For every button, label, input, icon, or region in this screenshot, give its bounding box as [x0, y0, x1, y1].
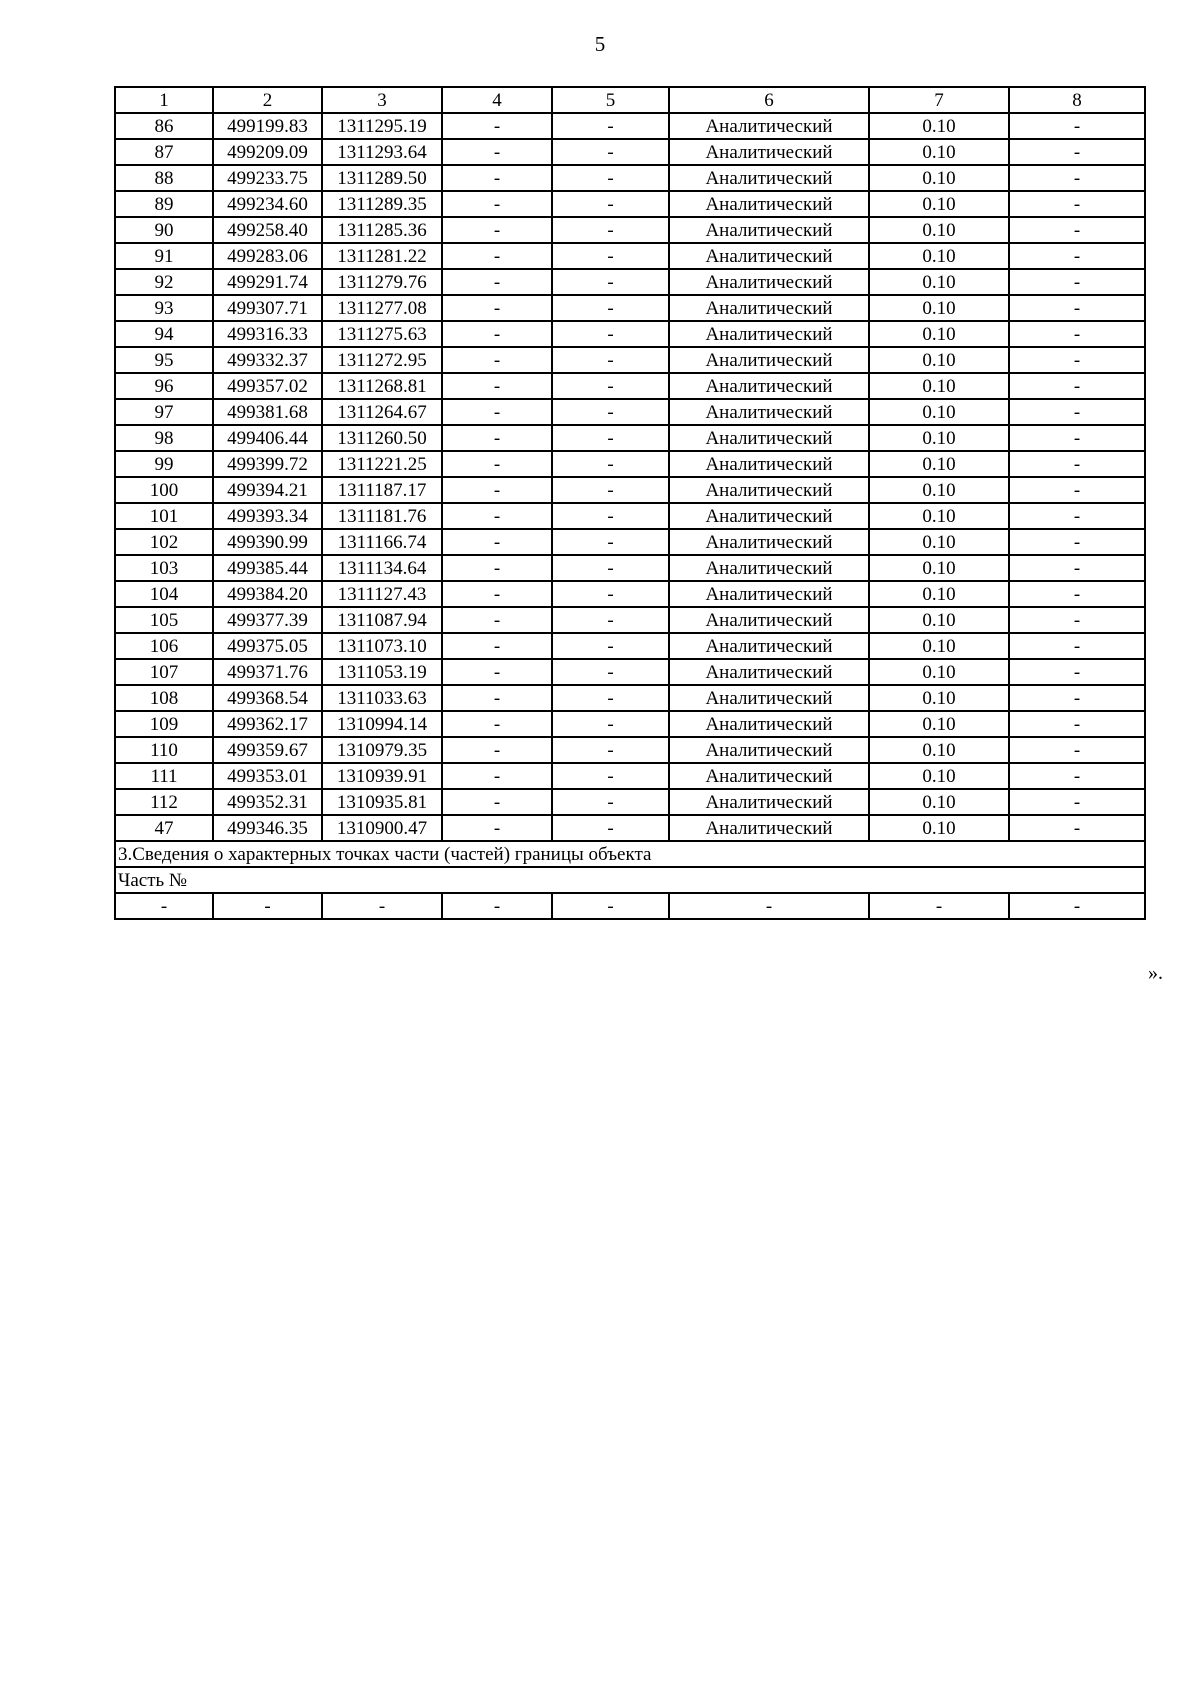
table-cell: 499371.76: [213, 659, 322, 685]
table-cell: 109: [115, 711, 213, 737]
table-cell: -: [115, 893, 213, 919]
table-cell: -: [1009, 269, 1145, 295]
table-cell: 86: [115, 113, 213, 139]
table-cell: 499209.09: [213, 139, 322, 165]
table-cell: 1311260.50: [322, 425, 442, 451]
table-cell: 0.10: [869, 815, 1009, 841]
table-cell: -: [1009, 243, 1145, 269]
table-cell: 101: [115, 503, 213, 529]
table-cell: -: [1009, 737, 1145, 763]
table-cell: 103: [115, 555, 213, 581]
table-cell: -: [552, 685, 669, 711]
table-cell: -: [442, 529, 552, 555]
table-cell: 0.10: [869, 633, 1009, 659]
table-cell: Аналитический: [669, 711, 869, 737]
table-cell: Аналитический: [669, 399, 869, 425]
table-cell: -: [442, 425, 552, 451]
table-cell: -: [1009, 607, 1145, 633]
table-cell: -: [552, 217, 669, 243]
table-cell: 499258.40: [213, 217, 322, 243]
table-cell: -: [442, 477, 552, 503]
table-cell: -: [552, 113, 669, 139]
closing-quote: ».: [1148, 962, 1163, 984]
table-row: [115, 737, 1145, 763]
table-cell: 0.10: [869, 139, 1009, 165]
table-row: [115, 711, 1145, 737]
table-cell: -: [1009, 529, 1145, 555]
table-cell: -: [1009, 347, 1145, 373]
table-cell: 1311279.76: [322, 269, 442, 295]
table-cell: 0.10: [869, 659, 1009, 685]
table-cell: -: [442, 737, 552, 763]
table-cell: 499394.21: [213, 477, 322, 503]
table-cell: 107: [115, 659, 213, 685]
table-cell: 106: [115, 633, 213, 659]
table-cell: -: [442, 113, 552, 139]
table-row: [115, 529, 1145, 555]
table-cell: Аналитический: [669, 269, 869, 295]
table-cell: -: [442, 763, 552, 789]
table-cell: Аналитический: [669, 789, 869, 815]
table-cell: -: [552, 581, 669, 607]
table-cell: 499352.31: [213, 789, 322, 815]
table-cell: 1311127.43: [322, 581, 442, 607]
coordinates-table: [114, 86, 1146, 920]
table-cell: -: [442, 347, 552, 373]
table-cell: -: [1009, 425, 1145, 451]
table-cell: 1311053.19: [322, 659, 442, 685]
table-cell: 0.10: [869, 711, 1009, 737]
table-cell: -: [1009, 685, 1145, 711]
table-cell: -: [552, 893, 669, 919]
table-cell: 499199.83: [213, 113, 322, 139]
table-cell: Аналитический: [669, 477, 869, 503]
table-cell: 90: [115, 217, 213, 243]
table-row: [115, 425, 1145, 451]
column-header: 4: [442, 87, 552, 113]
table-cell: 1311295.19: [322, 113, 442, 139]
table-cell: 98: [115, 425, 213, 451]
table-cell: 499375.05: [213, 633, 322, 659]
table-cell: Аналитический: [669, 113, 869, 139]
table-cell: Аналитический: [669, 139, 869, 165]
table-cell: -: [442, 581, 552, 607]
table-cell: 1310935.81: [322, 789, 442, 815]
table-row: [115, 659, 1145, 685]
table-cell: 0.10: [869, 217, 1009, 243]
table-cell: -: [552, 425, 669, 451]
table-cell: -: [1009, 503, 1145, 529]
table-cell: Аналитический: [669, 451, 869, 477]
table-cell: 1311264.67: [322, 399, 442, 425]
table-cell: Аналитический: [669, 295, 869, 321]
table-cell: -: [552, 503, 669, 529]
table-cell: -: [869, 893, 1009, 919]
table-cell: -: [1009, 399, 1145, 425]
table-cell: 1311073.10: [322, 633, 442, 659]
table-cell: 1310979.35: [322, 737, 442, 763]
column-header: 1: [115, 87, 213, 113]
column-header: 8: [1009, 87, 1145, 113]
table-cell: 1311221.25: [322, 451, 442, 477]
table-cell: -: [552, 477, 669, 503]
table-cell: Аналитический: [669, 763, 869, 789]
table-row: [115, 269, 1145, 295]
table-cell: 499390.99: [213, 529, 322, 555]
table-cell: -: [552, 451, 669, 477]
table-cell: 0.10: [869, 347, 1009, 373]
table-cell: -: [1009, 165, 1145, 191]
table-cell: -: [1009, 581, 1145, 607]
table-cell: 499332.37: [213, 347, 322, 373]
table-cell: -: [552, 165, 669, 191]
table-cell: 94: [115, 321, 213, 347]
table-row: [115, 191, 1145, 217]
table-cell: -: [552, 555, 669, 581]
part-label: Часть №: [115, 867, 1145, 893]
table-cell: -: [552, 737, 669, 763]
table-cell: Аналитический: [669, 373, 869, 399]
table-cell: 499359.67: [213, 737, 322, 763]
table-cell: -: [442, 243, 552, 269]
table-cell: -: [1009, 893, 1145, 919]
table-cell: -: [1009, 321, 1145, 347]
table-cell: -: [442, 321, 552, 347]
table-cell: -: [442, 789, 552, 815]
table-cell: -: [442, 893, 552, 919]
table-cell: -: [442, 503, 552, 529]
table-cell: -: [442, 555, 552, 581]
table-cell: Аналитический: [669, 633, 869, 659]
table-cell: -: [1009, 555, 1145, 581]
table-cell: 0.10: [869, 607, 1009, 633]
table-cell: Аналитический: [669, 217, 869, 243]
table-cell: 499291.74: [213, 269, 322, 295]
table-cell: 91: [115, 243, 213, 269]
table-cell: 47: [115, 815, 213, 841]
table-cell: Аналитический: [669, 529, 869, 555]
table-cell: 0.10: [869, 165, 1009, 191]
table-cell: 499234.60: [213, 191, 322, 217]
table-cell: -: [1009, 659, 1145, 685]
section-title-row: [115, 841, 1145, 867]
part-label-row: [115, 867, 1145, 893]
table-cell: Аналитический: [669, 503, 869, 529]
table-cell: 102: [115, 529, 213, 555]
table-cell: 0.10: [869, 399, 1009, 425]
table-row: [115, 503, 1145, 529]
table-row: [115, 165, 1145, 191]
table-row: [115, 451, 1145, 477]
table-cell: -: [669, 893, 869, 919]
table-cell: 112: [115, 789, 213, 815]
table-cell: -: [1009, 477, 1145, 503]
table-cell: 104: [115, 581, 213, 607]
table-cell: -: [442, 139, 552, 165]
table-row: [115, 815, 1145, 841]
table-cell: -: [442, 165, 552, 191]
table-cell: 0.10: [869, 529, 1009, 555]
table-cell: -: [552, 399, 669, 425]
table-row: [115, 399, 1145, 425]
table-cell: 0.10: [869, 269, 1009, 295]
table-cell: 499384.20: [213, 581, 322, 607]
table-cell: Аналитический: [669, 191, 869, 217]
table-cell: -: [1009, 711, 1145, 737]
table-cell: -: [442, 399, 552, 425]
table-cell: Аналитический: [669, 243, 869, 269]
table-cell: -: [442, 711, 552, 737]
table-cell: 499233.75: [213, 165, 322, 191]
table-cell: -: [552, 321, 669, 347]
table-cell: 499283.06: [213, 243, 322, 269]
table-cell: 0.10: [869, 295, 1009, 321]
table-cell: 499368.54: [213, 685, 322, 711]
table-cell: 0.10: [869, 737, 1009, 763]
table-cell: -: [442, 607, 552, 633]
table-row: [115, 763, 1145, 789]
table-cell: -: [552, 815, 669, 841]
table-cell: 96: [115, 373, 213, 399]
table-cell: 499346.35: [213, 815, 322, 841]
table-cell: 1311281.22: [322, 243, 442, 269]
table-cell: 499377.39: [213, 607, 322, 633]
table-cell: -: [1009, 373, 1145, 399]
table-cell: Аналитический: [669, 607, 869, 633]
column-header: 6: [669, 87, 869, 113]
table-cell: Аналитический: [669, 685, 869, 711]
table-row: [115, 139, 1145, 165]
table-cell: 92: [115, 269, 213, 295]
table-cell: 100: [115, 477, 213, 503]
part-row: [115, 893, 1145, 919]
table-cell: Аналитический: [669, 555, 869, 581]
header-row: [115, 87, 1145, 113]
table-cell: 93: [115, 295, 213, 321]
table-cell: 89: [115, 191, 213, 217]
table-cell: -: [552, 139, 669, 165]
table-cell: -: [442, 815, 552, 841]
table-cell: 499381.68: [213, 399, 322, 425]
table-cell: 1310939.91: [322, 763, 442, 789]
table-cell: -: [1009, 789, 1145, 815]
table-cell: 97: [115, 399, 213, 425]
table-cell: -: [552, 659, 669, 685]
table-row: [115, 113, 1145, 139]
table-cell: 1311181.76: [322, 503, 442, 529]
table-cell: 0.10: [869, 555, 1009, 581]
table-row: [115, 295, 1145, 321]
table-cell: 0.10: [869, 113, 1009, 139]
table-cell: -: [1009, 815, 1145, 841]
table-row: [115, 243, 1145, 269]
table-cell: -: [1009, 295, 1145, 321]
table-cell: 0.10: [869, 425, 1009, 451]
table-cell: -: [1009, 191, 1145, 217]
table-cell: 1310994.14: [322, 711, 442, 737]
table-cell: -: [552, 789, 669, 815]
table-cell: 1311033.63: [322, 685, 442, 711]
table-cell: -: [442, 451, 552, 477]
table-cell: 95: [115, 347, 213, 373]
column-header: 7: [869, 87, 1009, 113]
table-cell: 1311289.50: [322, 165, 442, 191]
table-cell: -: [552, 243, 669, 269]
table-cell: -: [1009, 633, 1145, 659]
table-cell: Аналитический: [669, 321, 869, 347]
table-cell: -: [552, 295, 669, 321]
table-row: [115, 217, 1145, 243]
table-cell: -: [442, 633, 552, 659]
table-row: [115, 321, 1145, 347]
table-cell: -: [442, 685, 552, 711]
table-cell: 1311268.81: [322, 373, 442, 399]
column-header: 5: [552, 87, 669, 113]
table-cell: -: [442, 217, 552, 243]
table-cell: -: [1009, 451, 1145, 477]
table-cell: 499353.01: [213, 763, 322, 789]
table-cell: -: [442, 295, 552, 321]
table-cell: -: [552, 607, 669, 633]
page-number: 5: [594, 32, 606, 56]
table-cell: Аналитический: [669, 425, 869, 451]
table-cell: Аналитический: [669, 815, 869, 841]
table-cell: -: [552, 269, 669, 295]
table-cell: 0.10: [869, 477, 1009, 503]
table-cell: 499406.44: [213, 425, 322, 451]
table-cell: 88: [115, 165, 213, 191]
column-header: 3: [322, 87, 442, 113]
table-cell: 1311087.94: [322, 607, 442, 633]
table-cell: -: [442, 191, 552, 217]
table-row: [115, 789, 1145, 815]
table-cell: 499362.17: [213, 711, 322, 737]
table-cell: 105: [115, 607, 213, 633]
table-cell: Аналитический: [669, 659, 869, 685]
table-cell: 1311277.08: [322, 295, 442, 321]
table-cell: -: [1009, 763, 1145, 789]
table-row: [115, 555, 1145, 581]
table-cell: -: [552, 529, 669, 555]
table-cell: 0.10: [869, 763, 1009, 789]
column-header: 2: [213, 87, 322, 113]
table-cell: -: [552, 711, 669, 737]
table-cell: -: [442, 269, 552, 295]
table-cell: Аналитический: [669, 165, 869, 191]
table-cell: 1311293.64: [322, 139, 442, 165]
table-cell: Аналитический: [669, 347, 869, 373]
table-cell: 0.10: [869, 503, 1009, 529]
table-cell: 499393.34: [213, 503, 322, 529]
table-cell: -: [1009, 217, 1145, 243]
table-cell: 0.10: [869, 243, 1009, 269]
table-row: [115, 633, 1145, 659]
table-cell: 110: [115, 737, 213, 763]
table-cell: 1311285.36: [322, 217, 442, 243]
table-cell: 499357.02: [213, 373, 322, 399]
table-cell: 87: [115, 139, 213, 165]
table-cell: 1311166.74: [322, 529, 442, 555]
table-cell: 0.10: [869, 789, 1009, 815]
table-cell: 0.10: [869, 451, 1009, 477]
table-cell: 499399.72: [213, 451, 322, 477]
table-cell: 0.10: [869, 581, 1009, 607]
table-cell: 108: [115, 685, 213, 711]
table-cell: 499385.44: [213, 555, 322, 581]
table-row: [115, 347, 1145, 373]
table-cell: -: [213, 893, 322, 919]
table-cell: -: [1009, 113, 1145, 139]
table-cell: 499316.33: [213, 321, 322, 347]
table-cell: -: [552, 633, 669, 659]
table-cell: 99: [115, 451, 213, 477]
table-cell: 1311187.17: [322, 477, 442, 503]
table-cell: 0.10: [869, 373, 1009, 399]
table-cell: Аналитический: [669, 737, 869, 763]
table-cell: -: [322, 893, 442, 919]
table-cell: -: [1009, 139, 1145, 165]
table-cell: 1311289.35: [322, 191, 442, 217]
table-row: [115, 581, 1145, 607]
table-cell: -: [552, 763, 669, 789]
table-cell: 0.10: [869, 321, 1009, 347]
table-cell: 111: [115, 763, 213, 789]
table-row: [115, 607, 1145, 633]
table-cell: -: [552, 373, 669, 399]
table-cell: Аналитический: [669, 581, 869, 607]
section-title: 3.Сведения о характерных точках части (частей) границы объекта: [115, 841, 1145, 867]
table-row: [115, 685, 1145, 711]
table-row: [115, 373, 1145, 399]
table-cell: 1311134.64: [322, 555, 442, 581]
table-cell: -: [442, 659, 552, 685]
table-cell: -: [442, 373, 552, 399]
table-cell: 1311272.95: [322, 347, 442, 373]
table-cell: 0.10: [869, 685, 1009, 711]
table-cell: 0.10: [869, 191, 1009, 217]
table-cell: -: [552, 347, 669, 373]
table-row: [115, 477, 1145, 503]
table-cell: 499307.71: [213, 295, 322, 321]
table-cell: -: [552, 191, 669, 217]
table-cell: 1311275.63: [322, 321, 442, 347]
table-cell: 1310900.47: [322, 815, 442, 841]
